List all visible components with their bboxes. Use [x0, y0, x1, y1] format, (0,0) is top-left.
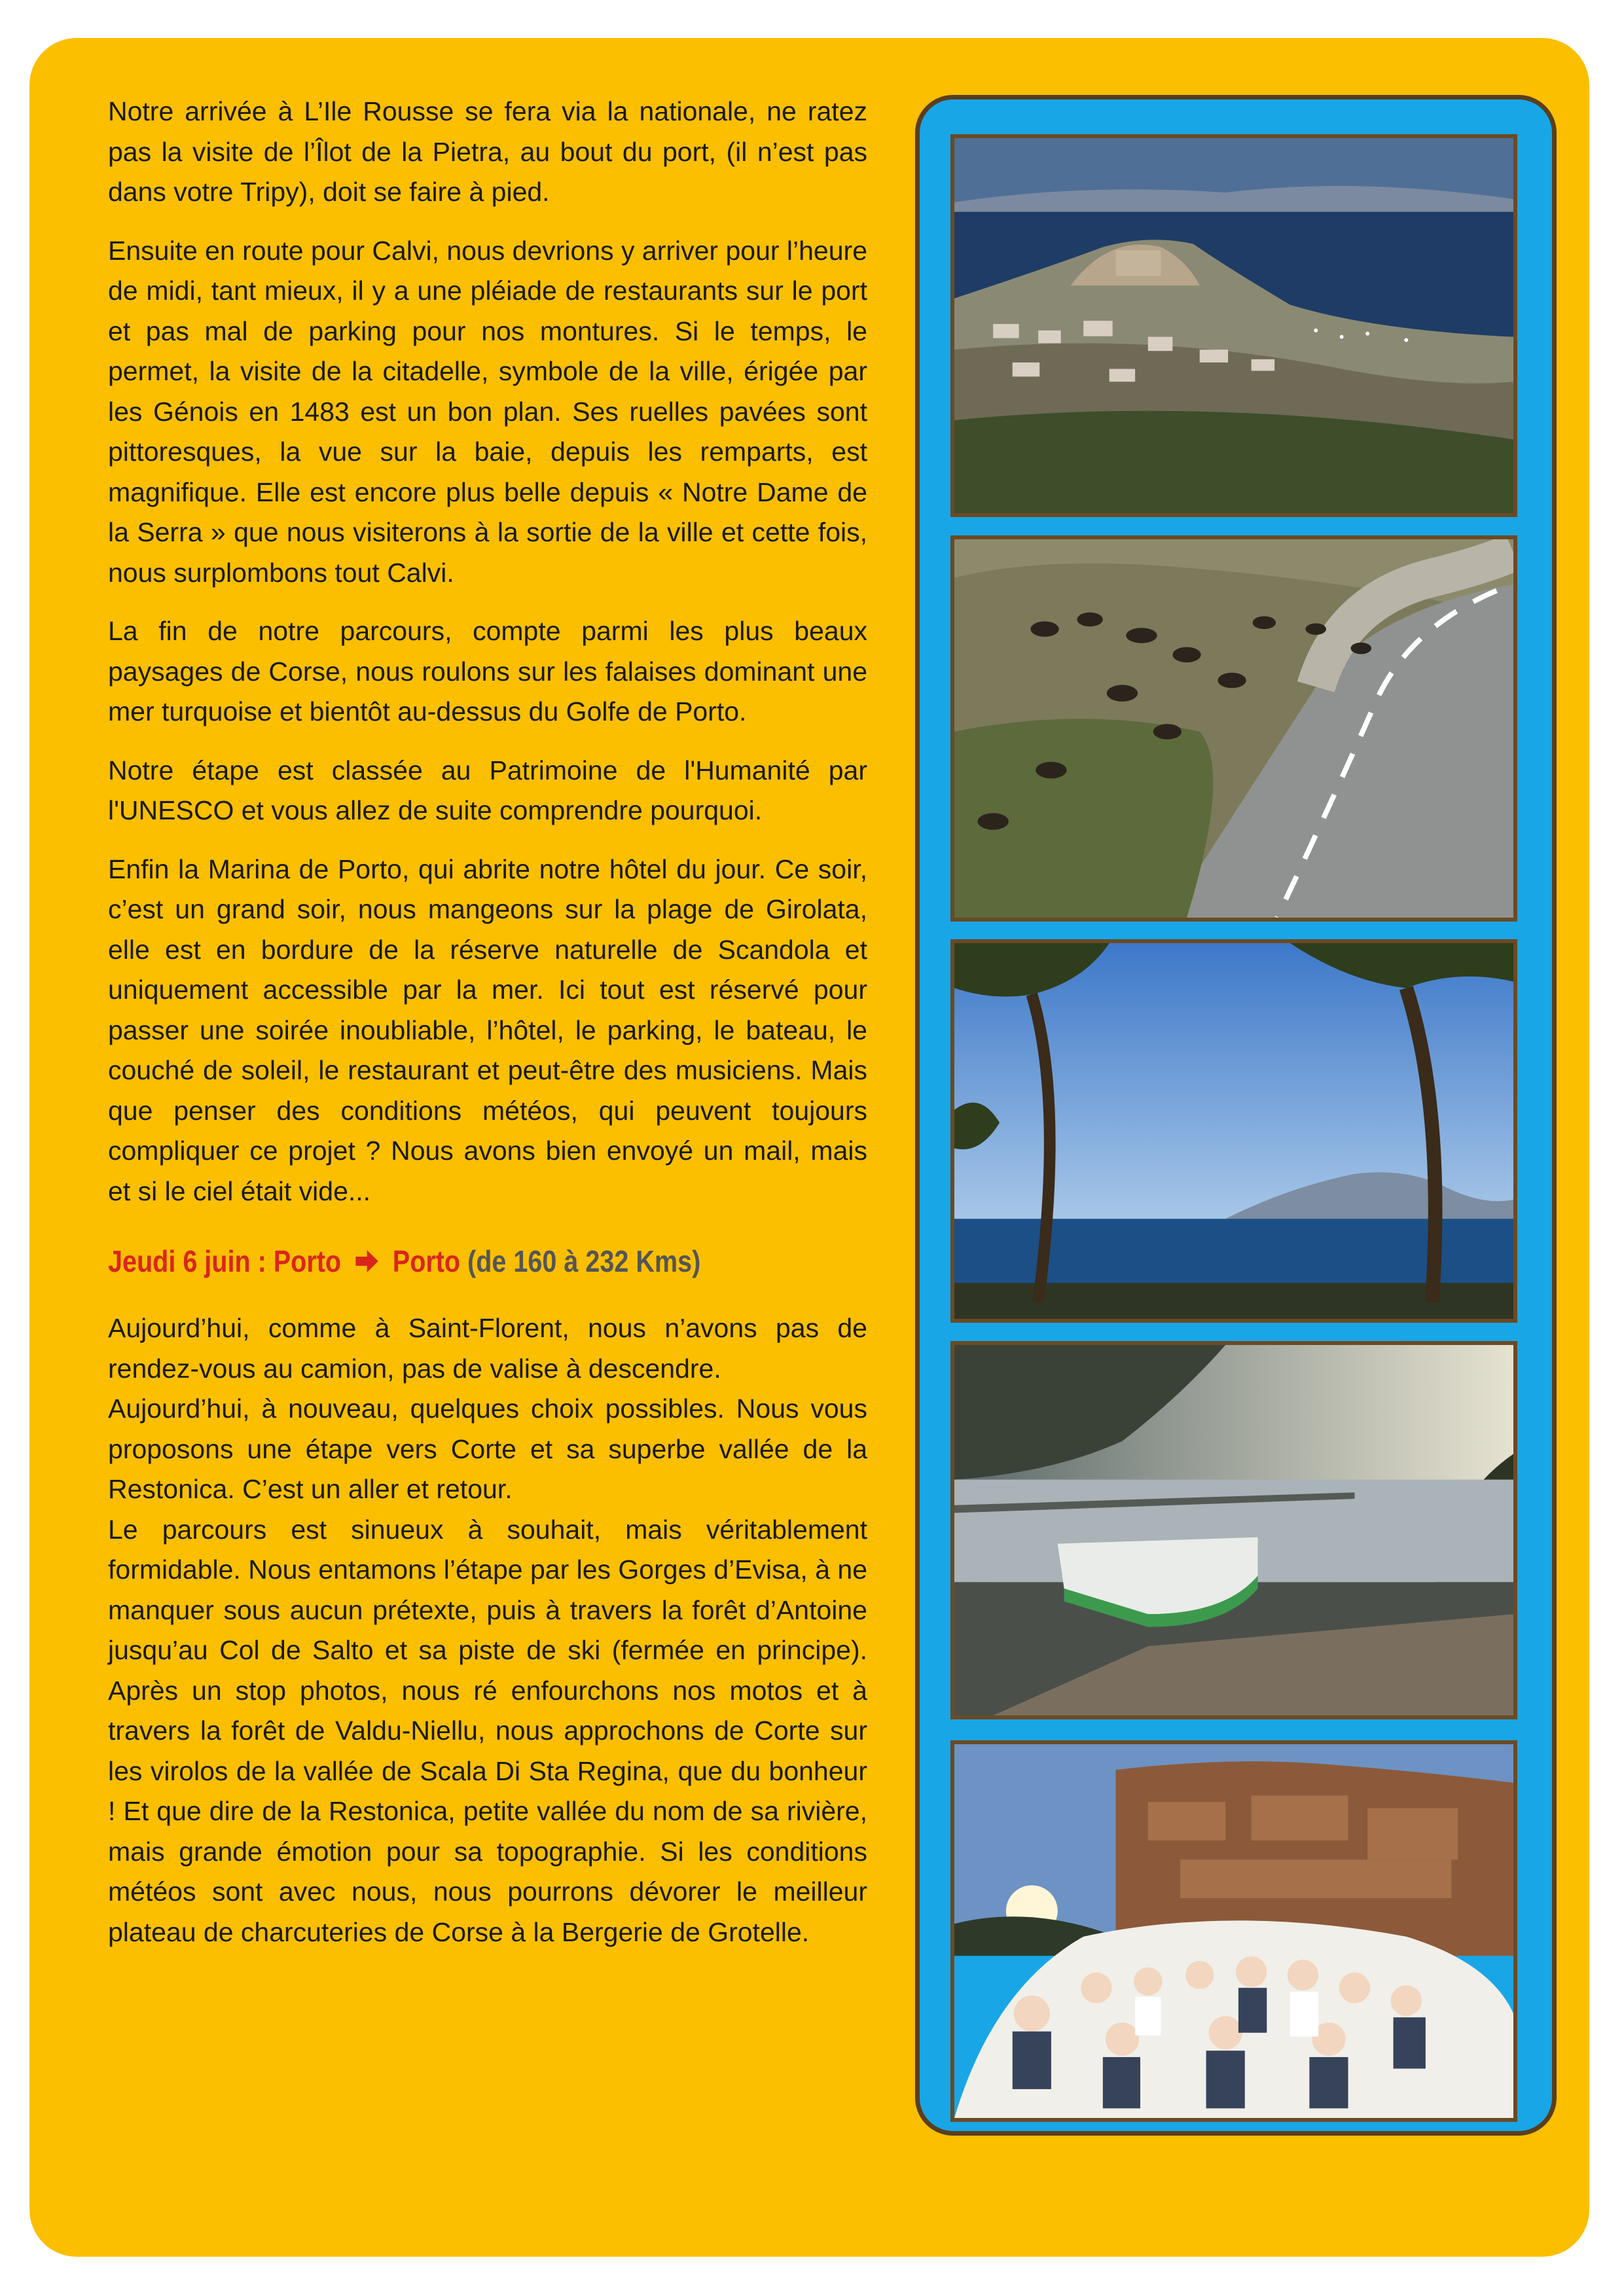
day-heading: [108, 1242, 761, 1281]
paragraph-ile-rousse: Notre arrivée à L’Ile Rousse se fera via la nationale, ne ratez pas la visite de l’Îlot de la Pietra, au bout du port, (il n’est pas dans votre Tripy), doit se faire à pied.: [108, 96, 867, 207]
paragraph-route: Le parcours est sinueux à souhait, mais véritablement formidable. Nous entamons l’étape par les Gorges d’Evisa, à ne manquer sous aucun prétexte, puis à travers la forêt d’Antoine jusqu’au Col de Salto et sa piste de ski (fermée en principe). Après un stop photos, nous ré enfourchons nos motos et à travers la forêt de Valdu-Niellu, nous approchons de Corte sur les virolos de la vallée de Scala Di Sta Regina, que du bonheur ! Et que dire de la Restonica, petite vallée du nom de sa rivière, mais grande émotion pour sa topographie. Si les conditions météos sont avec nous, nous pourrons dévorer le meilleur plateau de charcuteries de Corse à la Bergerie de Grotelle.: [108, 1514, 868, 1947]
photo-pines-sea: [950, 939, 1517, 1323]
photo-goats-road-image: [954, 539, 1513, 918]
photo-porto-marina-image: [954, 1345, 1513, 1715]
heading-day: Jeudi 6 juin : Porto: [108, 1244, 342, 1278]
heading-destination: Porto: [392, 1244, 461, 1278]
photo-group-boat: [950, 1740, 1517, 2122]
paragraph-marina-porto: Enfin la Marina de Porto, qui abrite notre hôtel du jour. Ce soir, c’est un grand soir, nous mangeons sur la plage de Girolata, elle est en bordure de la réserve naturelle de Scandola et uniquement accessible par la mer. Ici tout est réservé pour passer une soirée inoubliable, l’hôtel, le parking, le bateau, le couché de soleil, le restaurant et peut-être des musiciens. Mais que penser des conditions météos, qui peuvent toujours compliquer ce projet ? Nous avons bien envoyé un mail, mais et si le ciel était vide...: [108, 853, 867, 1206]
photo-calvi-citadel: [950, 134, 1517, 517]
photo-pines-sea-image: [954, 943, 1513, 1319]
heading-distance: (de 160 à 232 Kms): [467, 1244, 701, 1278]
photo-group-boat-image: [954, 1744, 1513, 2118]
paragraph-golfe-porto: La fin de notre parcours, compte parmi les plus beaux paysages de Corse, nous roulons sur les falaises dominant une mer turquoise et bientôt au-dessus du Golfe de Porto.: [108, 616, 867, 726]
photo-calvi-citadel-image: [954, 138, 1513, 513]
photo-porto-marina: [950, 1341, 1517, 1719]
photo-goats-road: [950, 535, 1517, 922]
article-text: [108, 92, 867, 1952]
paragraph-choices: Aujourd’hui, à nouveau, quelques choix possibles. Nous vous proposons une étape vers Corte et sa superbe vallée de la Restonica. C’est un aller et retour.: [108, 1393, 867, 1504]
paragraph-calvi: Ensuite en route pour Calvi, nous devrions y arriver pour l’heure de midi, tant mieux, il y a une pléiade de restaurants sur le port et pas mal de parking pour nos montures. Si le temps, le permet, la visite de la citadelle, symbole de la ville, érigée par les Génois en 1483 est un bon plan. Ses ruelles pavées sont pittoresques, la vue sur la baie, depuis les remparts, est magnifique. Elle est encore plus belle depuis « Notre Dame de la Serra » que nous visiterons à la sortie de la ville et cette fois, nous surplombons tout Calvi.: [108, 235, 867, 588]
paragraph-no-truck: Aujourd’hui, comme à Saint-Florent, nous n’avons pas de rendez-vous au camion, pas de valise à descendre.: [108, 1313, 867, 1384]
right-arrow-icon: [348, 1242, 386, 1281]
photo-strip: [915, 95, 1557, 2136]
paragraph-unesco: Notre étape est classée au Patrimoine de l'Humanité par l'UNESCO et vous allez de suite comprendre pourquoi.: [108, 755, 867, 825]
